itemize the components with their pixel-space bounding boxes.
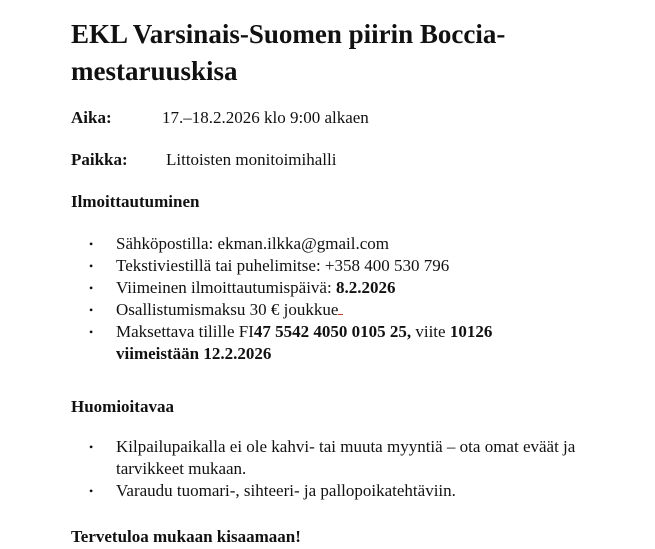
list-item (0, 436, 616, 480)
reference-prefix: viite (411, 322, 450, 341)
account-number: 47 5542 4050 0105 25, (253, 322, 412, 341)
list-item (0, 277, 616, 299)
bullet-icon: • (89, 281, 94, 295)
time-label: Aika: (71, 108, 112, 127)
list-item (0, 299, 616, 321)
spelling-mark (338, 313, 343, 315)
notes-heading: Huomioitavaa (71, 397, 174, 416)
place-label: Paikka: (71, 150, 128, 169)
bullet-icon: • (89, 237, 94, 251)
deadline-date: 8.2.2026 (335, 278, 396, 297)
closing-text: Tervetuloa mukaan kisaamaan! (71, 527, 301, 546)
phone-item-text: Tekstiviestillä tai puhelimitse: +358 400 530 796 (116, 256, 450, 275)
time-row (71, 107, 369, 129)
list-item (0, 321, 616, 365)
place-row (71, 149, 337, 171)
place-value: Littoisten monitoimihalli (166, 150, 337, 169)
payment-deadline: viimeistään 12.2.2026 (116, 344, 272, 363)
payment-prefix: Maksettava tilille FI (116, 322, 254, 341)
registration-heading: Ilmoittautuminen (71, 192, 200, 211)
page-title: EKL Varsinais-Suomen piirin Boccia-mestaruuskisa (71, 19, 506, 86)
reference-number: 10126 (449, 322, 493, 341)
bullet-icon: • (89, 325, 94, 339)
list-item (0, 233, 616, 255)
registration-list (0, 233, 616, 365)
catering-note-text: Kilpailupaikalla ei ole kahvi- tai muuta myyntiä – ota omat eväät ja tarvikkeet mukaan. (116, 437, 576, 478)
list-item (0, 255, 616, 277)
bullet-icon: • (89, 484, 94, 498)
bullet-icon: • (89, 259, 94, 273)
notes-list (0, 436, 616, 502)
bullet-icon: • (89, 303, 94, 317)
deadline-item-text: Viimeinen ilmoittautumispäivä: (116, 278, 336, 297)
list-item (0, 480, 616, 502)
bullet-icon: • (89, 440, 94, 454)
fee-item-text: Osallistumismaksu 30 € joukkue (116, 300, 339, 319)
duties-note-text: Varaudu tuomari-, sihteeri- ja pallopoikatehtäviin. (116, 481, 456, 500)
email-item-text: Sähköpostilla: ekman.ilkka@gmail.com (116, 234, 389, 253)
time-value: 17.–18.2.2026 klo 9:00 alkaen (162, 108, 369, 127)
